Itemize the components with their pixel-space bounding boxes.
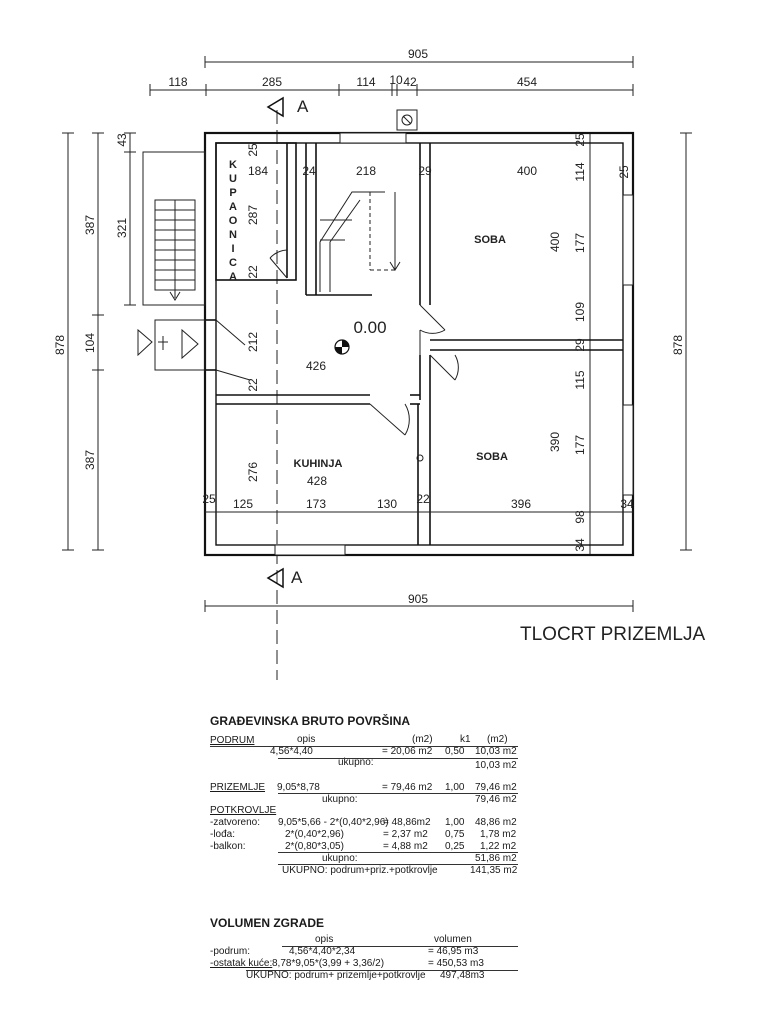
dim-kitchen-w: 428 (306, 474, 328, 488)
potkrovlje-label: POTKROVLJE (210, 805, 277, 816)
zatvoreno-label: -zatvoreno: (210, 817, 261, 828)
dim-soba2-a: 115 (573, 370, 587, 390)
vol-total-label: UKUPNO: podrum+ prizemlje+potkrovlje (246, 970, 426, 981)
dim-right-total: 878 (671, 334, 685, 356)
dim-stair-w: 218 (355, 164, 377, 178)
dim-top-seg-5: 42 (403, 75, 417, 89)
dim-top-seg-3: 114 (356, 75, 376, 89)
zatvoreno-k1: 1,00 (445, 817, 465, 828)
potkrovlje-ukupno-label: ukupno: (322, 853, 358, 864)
podrum-opis: 4,56*4,40 (270, 746, 313, 757)
dim-soba1-h: 400 (548, 231, 562, 253)
potkrovlje-ukupno-val: 51,86 m2 (475, 853, 517, 864)
balkon-label: -balkon: (210, 841, 246, 852)
svg-text:A: A (229, 271, 237, 283)
svg-text:N: N (229, 229, 237, 241)
exterior-stair (143, 152, 205, 305)
loda-val: 1,78 m2 (480, 829, 517, 840)
dim-top-total: 905 (407, 47, 429, 61)
zatvoreno-opis: 9,05*5,66 - 2*(0,40*2,96) (278, 817, 389, 828)
zatvoreno-val: 48,86 m2 (475, 817, 517, 828)
room-label-soba-top: SOBA (474, 234, 506, 246)
prizemlje-k1: 1,00 (445, 782, 465, 793)
vol-ostatak-opis: 8,78*9,05*(3,99 + 3,36/2) (272, 958, 385, 969)
volumen-heading: VOLUMEN ZGRADE (210, 916, 324, 930)
dim-soba1-b: 177 (573, 232, 587, 254)
dim-stair-left: 24 (302, 164, 316, 178)
dim-soba2-c: 98 (573, 510, 587, 524)
svg-text:P: P (229, 187, 237, 199)
dim-mid-wall: 29 (573, 338, 587, 352)
balkon-eq: = 4,88 m2 (383, 841, 428, 852)
dim-soba1-c: 109 (573, 301, 587, 323)
podrum-ukupno-label: ukupno: (338, 757, 374, 768)
dim-soba2-r: 34 (620, 497, 634, 511)
bruto-total-label: UKUPNO: podrum+priz.+potkrovlje (282, 865, 438, 876)
prizemlje-ukupno-label: ukupno: (322, 794, 358, 805)
zatvoreno-eq: = 48,86m2 (383, 817, 431, 828)
drawing-title: TLOCRT PRIZEMLJA (520, 624, 706, 645)
level-label: 0.00 (353, 318, 387, 337)
dim-soba2-b: 177 (573, 434, 587, 456)
bruto-col-k1: k1 (460, 734, 471, 745)
svg-text:K: K (229, 159, 237, 171)
podrum-k1: 0,50 (445, 746, 465, 757)
dim-left-mid: 104 (83, 332, 97, 354)
section-label-top: A (297, 97, 309, 116)
podrum-label: PODRUM (210, 735, 255, 746)
dim-left-sub-1: 43 (115, 133, 129, 147)
bruto-col-opis: opis (297, 734, 316, 745)
svg-text:U: U (229, 173, 237, 185)
dim-left-bottom: 387 (83, 449, 97, 471)
loda-opis: 2*(0,40*2,96) (285, 829, 344, 840)
prizemlje-label: PRIZEMLJE (210, 782, 266, 793)
dim-left-sub-2: 321 (115, 217, 129, 239)
podrum-eq: = 20,06 m2 (382, 746, 433, 757)
dim-top-seg-2: 285 (261, 75, 283, 89)
prizemlje-ukupno-val: 79,46 m2 (475, 794, 517, 805)
dim-bath-bot: 22 (246, 265, 260, 279)
loda-k1: 0,75 (445, 829, 465, 840)
svg-text:A: A (229, 201, 237, 213)
level-marker (335, 340, 349, 354)
dim-kitchen-h: 276 (246, 461, 260, 483)
vol-podrum-val: = 46,95 m3 (428, 946, 479, 957)
dim-soba1-a: 114 (573, 162, 587, 182)
dim-soba2-h: 390 (548, 431, 562, 453)
loda-label: -lođa: (210, 829, 236, 840)
section-marker-top-icon (268, 98, 283, 116)
svg-text:O: O (228, 215, 238, 227)
loda-eq: = 2,37 m2 (383, 829, 428, 840)
svg-text:C: C (229, 257, 237, 269)
podrum-ukupno-val: 10,03 m2 (475, 760, 517, 771)
dim-bot-e: 22 (416, 492, 430, 506)
balkon-opis: 2*(0,80*3,05) (285, 841, 344, 852)
section-label-bottom: A (291, 568, 303, 587)
dim-soba1-w: 400 (516, 164, 538, 178)
dim-top-seg-6: 454 (516, 75, 538, 89)
dim-stair-right: 29 (418, 164, 432, 178)
bruto-total-val: 141,35 m2 (470, 865, 518, 876)
dim-bot-c: 173 (305, 497, 327, 511)
dim-bot-a: 25 (202, 492, 216, 506)
balkon-val: 1,22 m2 (480, 841, 517, 852)
bruto-heading: GRAĐEVINSKA BRUTO POVRŠINA (210, 714, 411, 728)
bruto-col-m2b: (m2) (487, 734, 508, 745)
room-label-soba-bottom: SOBA (476, 451, 508, 463)
dim-bath-h: 287 (246, 204, 260, 226)
dim-hall-bot: 22 (246, 378, 260, 392)
vol-podrum-opis: 4,56*4,40*2,34 (289, 946, 356, 957)
dim-soba1-r: 25 (617, 165, 631, 179)
dim-bottom-total: 905 (407, 592, 429, 606)
dim-left-top: 387 (83, 214, 97, 236)
dim-top-seg-1: 118 (168, 75, 188, 89)
volumen-col-opis: opis (315, 934, 334, 945)
vol-ostatak-label: -ostatak kuće: (210, 958, 273, 969)
dim-top-seg-4: 10 (389, 73, 403, 87)
volumen-col-vol: volumen (434, 934, 472, 945)
prizemlje-eq: = 79,46 m2 (382, 782, 433, 793)
prizemlje-val: 79,46 m2 (475, 782, 517, 793)
balkon-k1: 0,25 (445, 841, 465, 852)
prizemlje-opis: 9,05*8,78 (277, 782, 320, 793)
bruto-col-m2: (m2) (412, 734, 433, 745)
dim-soba2-d: 34 (573, 538, 587, 552)
dim-hall-w: 426 (305, 359, 327, 373)
svg-text:I: I (231, 243, 235, 255)
dim-bath-w: 184 (247, 164, 269, 178)
vol-podrum-label: -podrum: (210, 946, 251, 957)
podrum-val: 10,03 m2 (475, 746, 517, 757)
dim-hall-h: 212 (246, 331, 260, 353)
dim-left-total: 878 (53, 334, 67, 356)
dim-soba2-w: 396 (510, 497, 532, 511)
dim-bot-d: 130 (376, 497, 398, 511)
room-label-kuhinja: KUHINJA (293, 458, 343, 470)
vol-total-val: 497,48m3 (440, 970, 485, 981)
vol-ostatak-val: = 450,53 m3 (428, 958, 484, 969)
section-marker-bottom-icon (268, 569, 283, 587)
dim-soba1-top: 25 (573, 133, 587, 147)
dim-bath-top: 25 (246, 143, 260, 157)
dim-bot-b: 125 (232, 497, 254, 511)
room-label-kupaonica (229, 159, 238, 283)
